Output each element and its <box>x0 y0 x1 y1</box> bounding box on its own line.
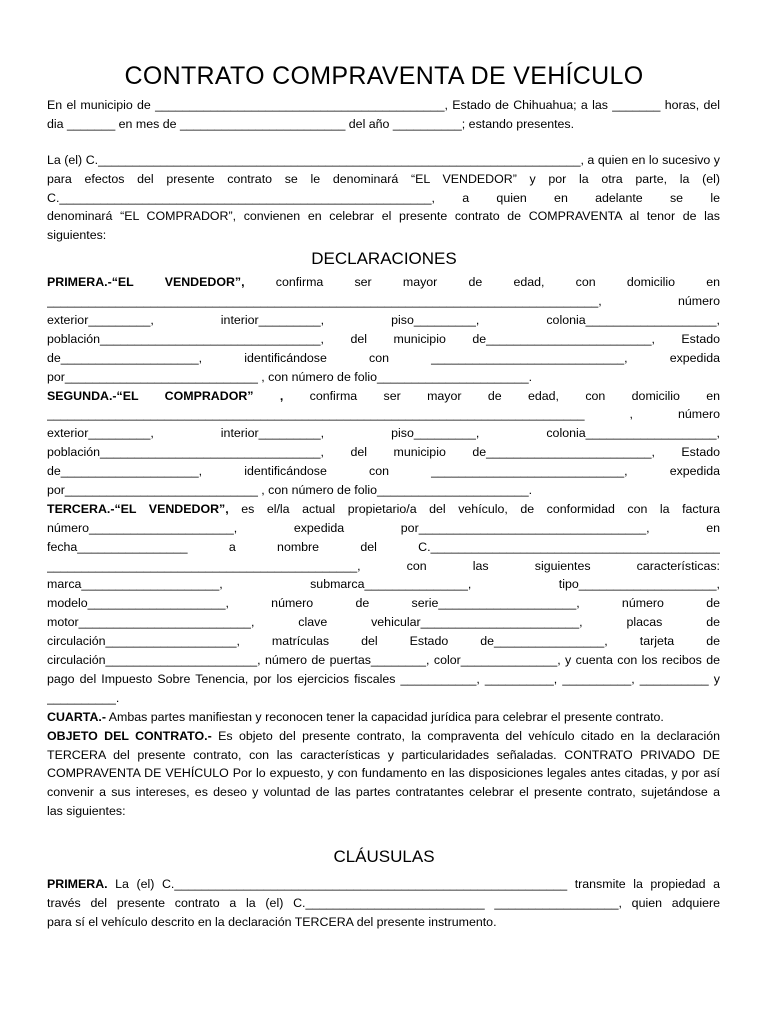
tercera-line: __________. <box>47 690 120 705</box>
clausulas-heading: CLÁUSULAS <box>333 847 435 867</box>
segunda-line: exterior_________, interior_________, piso_________, colonia___________________, <box>47 426 720 441</box>
clausula-primera-text: La (el) C._________________________________________________________ transmite la propiedad a <box>115 877 720 892</box>
document-body <box>47 96 720 932</box>
segunda-line: ______________________________________________________________________________ , número <box>47 407 720 422</box>
objeto-label: OBJETO DEL CONTRATO.- <box>47 728 212 743</box>
primera-line: por____________________________ , con número de folio______________________. <box>47 369 533 384</box>
objeto-line: TERCERA del presente contrato, con las características y particularidades señaladas. CONTRATO PRIVADO DE <box>47 747 720 762</box>
declaraciones-heading: DECLARACIONES <box>311 249 457 269</box>
tercera-line <box>47 500 720 519</box>
parties-line: denominará “EL COMPRADOR”, convienen en celebrar el presente contrato de COMPRAVENTA al tenor de las <box>47 209 720 224</box>
tercera-line: motor_________________________, clave vehicular_______________________, placas de <box>47 615 720 630</box>
segunda-label: SEGUNDA.-“EL COMPRADOR” , <box>47 388 284 403</box>
segunda-line: de____________________, identificándose con ____________________________, expedida <box>47 464 720 479</box>
tercera-line: número_____________________, expedida por_________________________________, en <box>47 520 720 535</box>
clausula-primera-line: través del presente contrato a la (el) C.__________________________ __________________, quien adquiere <box>47 895 720 910</box>
tercera-line: pago del Impuesto Sobre Tenencia, por los ejercicios fiscales ___________, __________, __________, __________ y <box>47 671 720 686</box>
document-title: CONTRATO COMPRAVENTA DE VEHÍCULO <box>124 62 644 90</box>
objeto-line: COMPRAVENTA DE VEHÍCULO Por lo expuesto, y con fundamento en las disposiciones legales antes citadas, y por así <box>47 766 720 781</box>
cuarta-text: Ambas partes manifiestan y reconocen tener la capacidad jurídica para celebrar el presente contrato. <box>108 709 664 724</box>
primera-line: de____________________, identificándose con ____________________________, expedida <box>47 350 720 365</box>
primera-label: PRIMERA.-“EL VENDEDOR”, <box>47 275 245 290</box>
intro-line: En el municipio de __________________________________________, Estado de Chihuahua; a las _______ horas, del <box>47 98 720 112</box>
primera-line: ________________________________________________________________________________, número <box>47 294 720 309</box>
intro-line: dia _______ en mes de ________________________ del año __________; estando presentes. <box>47 116 575 131</box>
tercera-line: circulación___________________, matrículas del Estado de________________, tarjeta de <box>47 634 720 649</box>
tercera-line: modelo____________________, número de serie____________________, número de <box>47 596 720 611</box>
tercera-text: es el/la actual propietario/a del vehículo, de conformidad con la factura <box>241 501 720 516</box>
tercera-label: TERCERA.-“EL VENDEDOR”, <box>47 501 229 516</box>
objeto-line: las siguientes: <box>47 804 126 819</box>
primera-line: exterior_________, interior_________, piso_________, colonia___________________, <box>47 313 720 328</box>
parties-line: siguientes: <box>47 228 107 243</box>
cuarta-label: CUARTA.- <box>47 709 106 724</box>
primera-line <box>47 273 720 292</box>
objeto-text: Es objeto del presente contrato, la compraventa del vehículo citado en la declaración <box>218 728 720 743</box>
tercera-line: _____________________________________________, con las siguientes características: <box>47 558 720 573</box>
segunda-line: por____________________________ , con número de folio______________________. <box>47 483 533 498</box>
clausula-primera-line: para sí el vehículo descrito en la declaración TERCERA del presente instrumento. <box>47 914 497 929</box>
cuarta-line <box>47 708 720 727</box>
clausula-primera-line <box>47 875 720 894</box>
tercera-line: fecha________________ a nombre del C.__________________________________________ <box>47 539 720 554</box>
tercera-line: circulación______________________, número de puertas________, color______________, y cuenta con los recibos de <box>47 653 720 668</box>
parties-line: para efectos del presente contrato se le denominará “EL VENDEDOR” y por la otra parte, la (el) <box>47 171 720 186</box>
primera-text: confirma ser mayor de edad, con domicilio en <box>275 275 720 290</box>
parties-line: C.______________________________________________________, a quien en adelante se le <box>47 190 720 205</box>
tercera-line: marca____________________, submarca_______________, tipo____________________, <box>47 577 720 592</box>
segunda-line <box>47 387 720 406</box>
primera-line: población________________________________, del municipio de________________________, Estado <box>47 331 720 346</box>
clausula-primera-label: PRIMERA. <box>47 877 108 892</box>
objeto-line <box>47 727 720 746</box>
objeto-line: convenir a sus intereses, es deseo y voluntad de las partes contratantes celebrar el presente contrato, sujetándose a <box>47 785 720 800</box>
segunda-text: confirma ser mayor de edad, con domicilio en <box>309 388 720 403</box>
segunda-line: población________________________________, del municipio de________________________, Estado <box>47 445 720 460</box>
parties-line: La (el) C.______________________________________________________________________, a quien en lo sucesivo y <box>47 152 720 167</box>
